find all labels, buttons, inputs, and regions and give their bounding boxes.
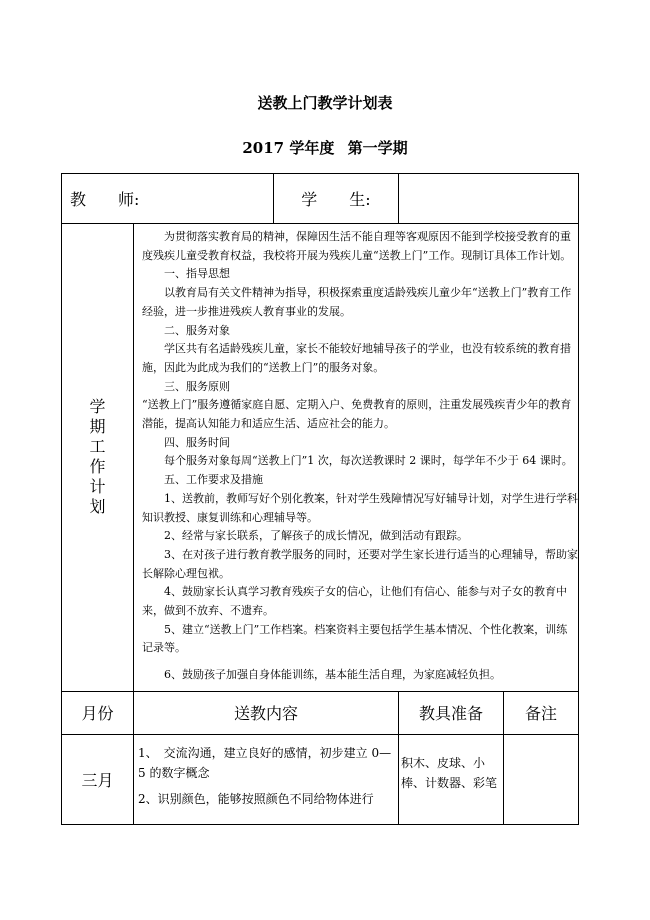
plan-label: 学 期 工 作 计 划 — [62, 224, 134, 692]
month-header: 月份 — [62, 691, 134, 734]
teacher-label: 教 师: — [70, 190, 140, 209]
school-year: 2017 学年度 — [242, 139, 335, 157]
content-item: 1、 交流沟通，建立良好的感情，初步建立 0—5 的数字概念 — [138, 745, 392, 780]
notes-header: 备注 — [504, 691, 579, 734]
section-title: 二、服务对象 — [164, 323, 230, 337]
section-body: 每个服务对象每周“送教上门”1 次，每次送教课时 2 课时，每学年不少于 64 课时。 — [164, 454, 573, 468]
student-value[interactable] — [399, 174, 579, 224]
content-cell — [134, 734, 399, 824]
teacher-cell — [62, 174, 274, 224]
document-subtitle — [0, 137, 650, 158]
list-item: 3、在对孩子进行教育教学服务的同时，还要对学生家长进行适当的心理辅导，帮助家长解除心理包袱。 — [142, 547, 578, 580]
list-item: 5、建立“送教上门”工作档案。档案资料主要包括学生基本情况、个性化教案，训练记录等。 — [142, 622, 568, 655]
list-item: 1、送教前，教师写好个别化教案，针对学生残障情况写好辅导计划，对学生进行学科知识教授、康复训练和心理辅导等。 — [142, 491, 578, 524]
schedule-row — [62, 734, 579, 824]
month-cell: 三月 — [62, 734, 134, 824]
notes-cell — [504, 734, 579, 824]
content-header: 送教内容 — [134, 691, 399, 734]
list-item: 2、经常与家长联系，了解孩子的成长情况，做到活动有跟踪。 — [164, 529, 468, 543]
plan-row — [62, 224, 579, 692]
section-title: 三、服务原则 — [164, 379, 230, 393]
plan-intro: 为贯彻落实教育局的精神，保障因生活不能自理等客观原因不能到学校接受教育的重度残疾儿童受教育权益，我校将开展为残疾儿童“送教上门”工作。现制订具体工作计划。 — [142, 230, 572, 262]
tools-cell: 积木、皮球、小棒、计数器、彩笔 — [399, 734, 504, 824]
student-label: 学 生: — [301, 190, 371, 209]
section-body: 以教育局有关文件精神为指导，积极探索重度适龄残疾儿童少年“送教上门”教育工作经验，进一步推进残疾人教育事业的发展。 — [142, 286, 572, 318]
content-item: 2、识别颜色，能够按照颜色不同给物体进行 — [138, 791, 374, 806]
section-body: 学区共有名适龄残疾儿童，家长不能较好地辅导孩子的学业，也没有较系统的教育措施，因此为此成为我们的“送教上门”的服务对象。 — [142, 342, 571, 374]
student-cell — [274, 174, 399, 224]
section-title: 一、指导思想 — [164, 267, 230, 281]
list-item: 4、鼓励家长认真学习教育残疾子女的信心，让他们有信心、能参与对子女的教育中来，做到不放弃、不遗弃。 — [142, 585, 567, 618]
info-row — [62, 174, 579, 224]
section-body: “送教上门”服务遵循家庭自愿、定期入户、免费教育的原则，注重发展残疾青少年的教育潜能，提高认知能力和适应生活、适应社会的能力。 — [142, 398, 572, 431]
schedule-header-row — [62, 691, 579, 734]
section-title: 四、服务时间 — [164, 435, 230, 449]
section-title: 五、工作要求及措施 — [164, 473, 263, 487]
document-title: 送教上门教学计划表 — [257, 94, 393, 112]
tools-header: 教具准备 — [399, 691, 504, 734]
plan-table — [61, 173, 579, 825]
semester: 第一学期 — [347, 139, 408, 157]
list-item: 6、鼓励孩子加强自身体能训练，基本能生活自理，为家庭减轻负担。 — [164, 668, 501, 682]
plan-body — [134, 224, 579, 692]
